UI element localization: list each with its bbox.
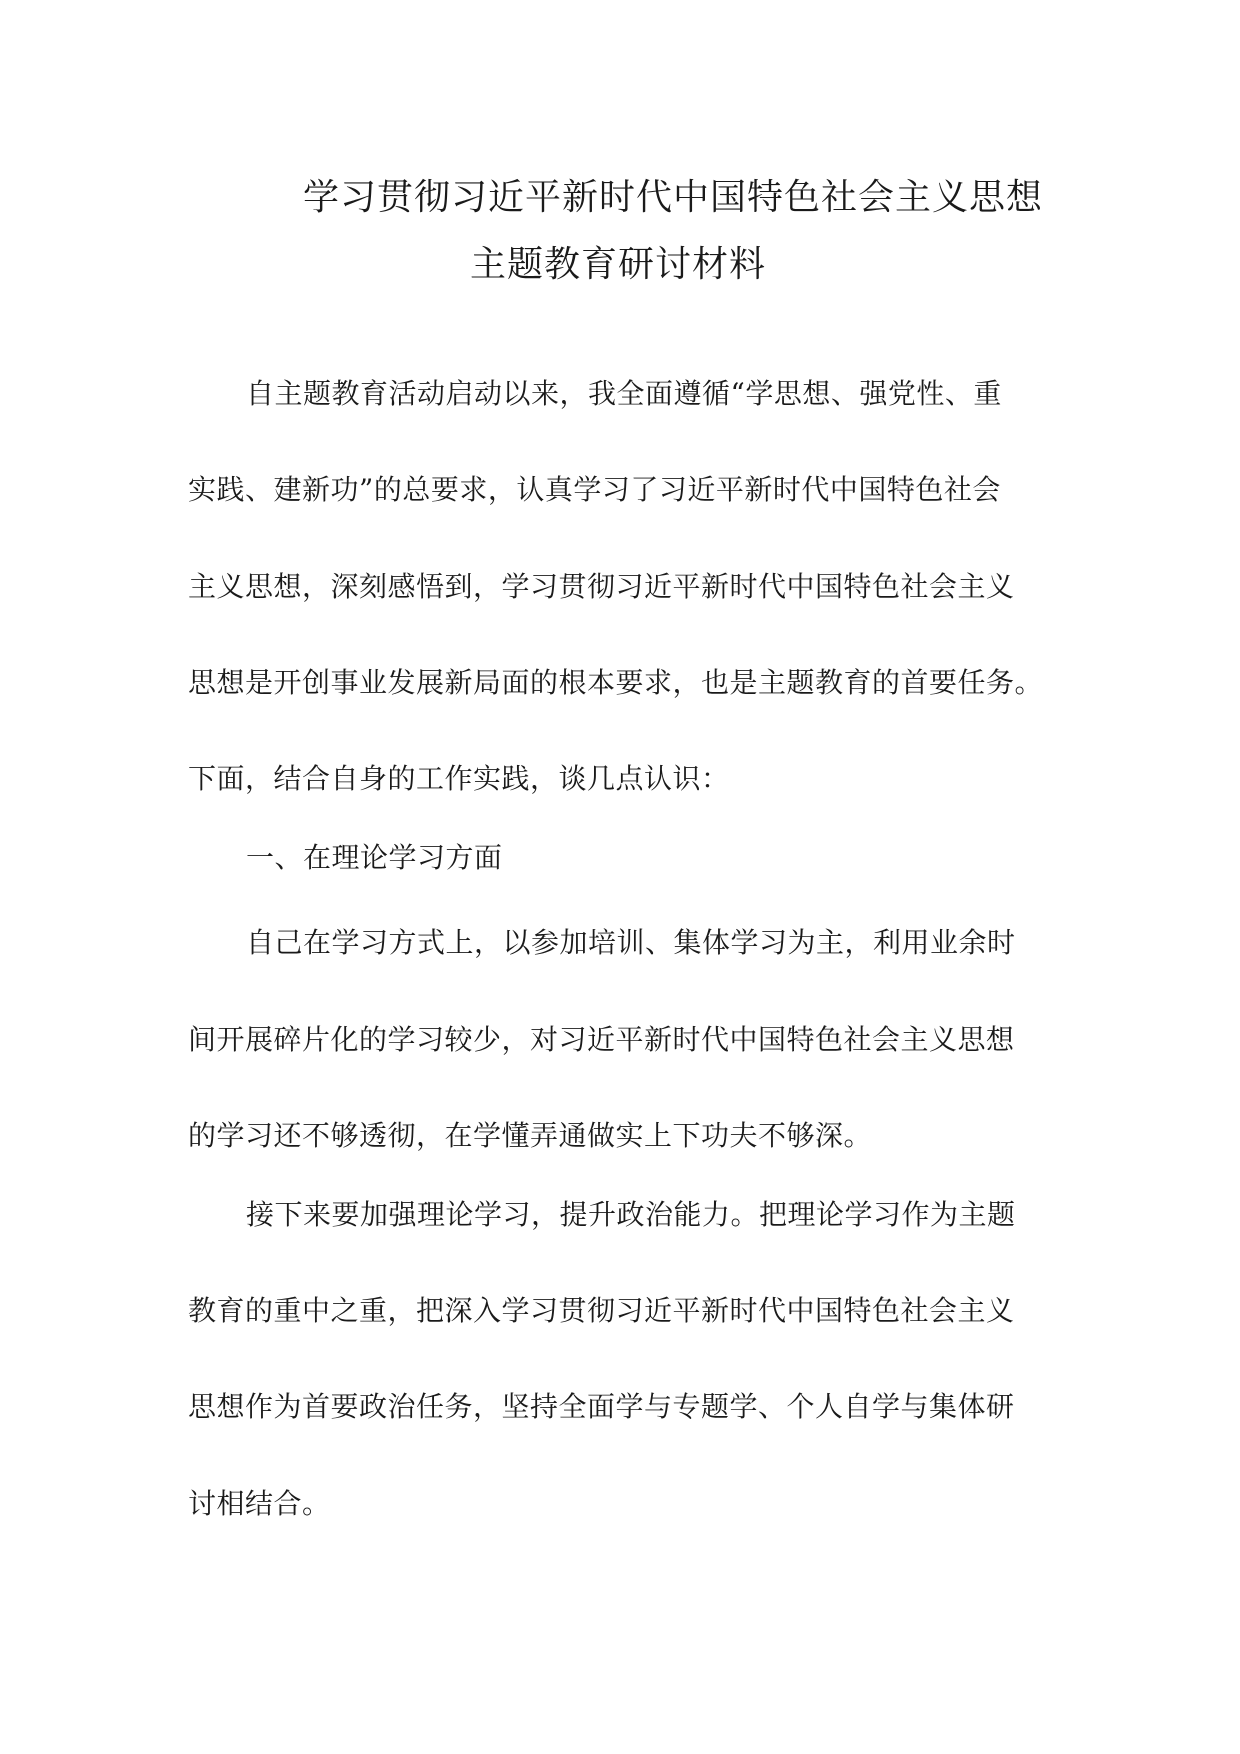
body-line-10: 接下来要加强理论学习，提升政治能力。把理论学习作为主题 xyxy=(246,1198,1016,1231)
body-line-7: 自己在学习方式上，以参加培训、集体学习为主，利用业余时 xyxy=(246,926,1016,959)
body-line-8: 间开展碎片化的学习较少，对习近平新时代中国特色社会主义思想 xyxy=(188,1023,1015,1056)
section-heading-1: 一、在理论学习方面 xyxy=(246,841,503,874)
body-line-3: 主义思想，深刻感悟到，学习贯彻习近平新时代中国特色社会主义 xyxy=(188,570,1015,603)
body-line-13: 讨相结合。 xyxy=(188,1487,331,1520)
body-line-1: 自主题教育活动启动以来，我全面遵循“学思想、强党性、重 xyxy=(246,377,1002,410)
body-line-11: 教育的重中之重，把深入学习贯彻习近平新时代中国特色社会主义 xyxy=(188,1294,1015,1327)
body-line-12: 思想作为首要政治任务，坚持全面学与专题学、个人自学与集体研 xyxy=(188,1390,1015,1423)
body-line-2: 实践、建新功”的总要求，认真学习了习近平新时代中国特色社会 xyxy=(188,473,1001,506)
document-title-line-1: 学习贯彻习近平新时代中国特色社会主义思想 xyxy=(303,177,1044,218)
document-title-line-2: 主题教育研讨材料 xyxy=(470,244,767,285)
body-line-4: 思想是开创事业发展新局面的根本要求，也是主题教育的首要任务。 xyxy=(188,666,1044,699)
body-line-9: 的学习还不够透彻，在学懂弄通做实上下功夫不够深。 xyxy=(188,1119,873,1152)
body-line-5: 下面，结合自身的工作实践，谈几点认识： xyxy=(188,762,730,795)
